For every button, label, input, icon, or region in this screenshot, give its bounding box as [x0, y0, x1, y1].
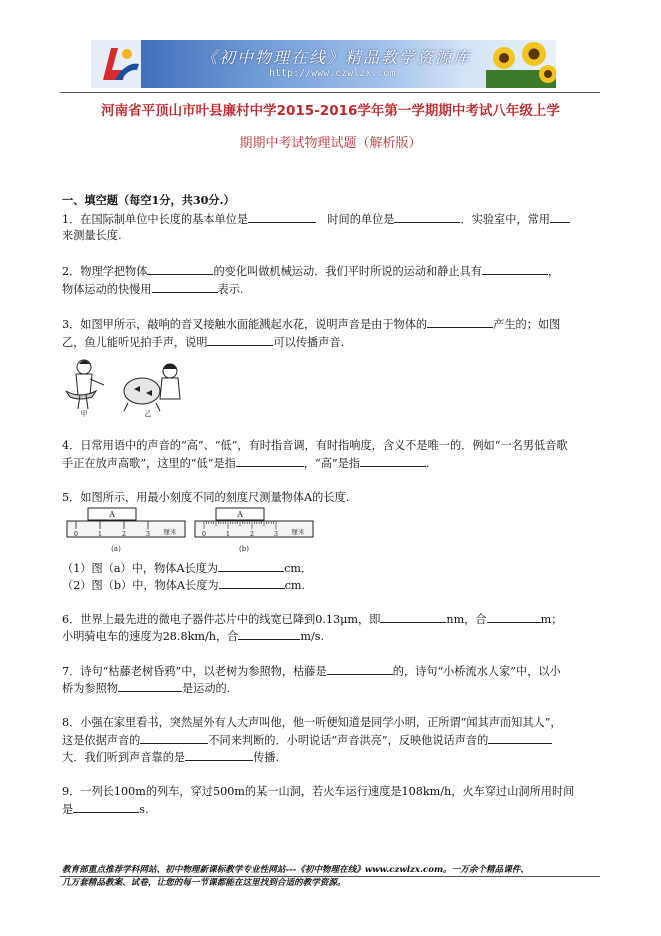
ruler-figure-b [194, 507, 316, 555]
answer-blank[interactable] [219, 576, 285, 589]
answer-blank[interactable] [394, 210, 460, 223]
answer-blank[interactable] [380, 610, 446, 623]
doc-title-line2: 期期中考试物理试题（解析版） [239, 136, 422, 151]
question-9-cont: 是 s. [62, 800, 149, 818]
question-4: 4．日常用语中的声音的“高”、“低”，有时指音调，有时指响度，含义不是唯一的．例如“一名男低音歌 [62, 439, 568, 452]
answer-blank[interactable] [152, 280, 218, 293]
figure-label-b: 乙 [144, 410, 152, 417]
question-3: 3．如图甲所示，敲响的音叉接触水面能溅起水花，说明声音是由于物体的 产生的；如图 [62, 315, 560, 333]
ruler-unit: 厘米 [163, 528, 177, 536]
answer-blank[interactable] [482, 262, 548, 275]
answer-blank[interactable] [550, 210, 570, 223]
figure-label-b: (b) [239, 545, 249, 553]
answer-blank[interactable] [360, 454, 426, 467]
question-5-part1: （1）图（a）中，物体A长度为 cm． [62, 559, 312, 577]
ruler-object-label: A [237, 510, 243, 519]
ruler-tick-label: 2 [249, 530, 255, 538]
ruler-object-label: A [109, 510, 115, 519]
question-8-cont2: 大．我们听到声音靠的是 传播. [62, 748, 279, 766]
answer-blank[interactable] [487, 610, 541, 623]
ruler-tick-label: 1 [225, 530, 231, 538]
question-7: 7．诗句“枯藤老树昏鸦”中，以老树为参照物，枯藤是 的，诗句“小桥流水人家”中，以小 [62, 662, 561, 680]
question-4-cont: 手正在放声高歌”，这里的“低”是指 ，“高”是指 . [62, 454, 430, 472]
question-9: 9．一列长100m的列车，穿过500m的某一山洞，若火车运行速度是108km/h，火车穿过山洞所用时间 [62, 785, 575, 798]
ruler-tick-label: 3 [273, 530, 279, 538]
footer-line2: 几万套精品教案、试卷，让您的每一节课都能在这里找到合适的教学资源。 [62, 878, 346, 888]
banner-url[interactable]: http://www.czwlzx.com [269, 68, 396, 79]
site-logo-icon [91, 40, 141, 88]
ruler-tick-label: 2 [121, 530, 127, 538]
question-5: 5．如图所示，用最小刻度不同的刻度尺测量物体A的长度. [62, 491, 350, 504]
answer-blank[interactable] [218, 559, 284, 572]
question-6: 6．世界上最先进的微电子器件芯片中的线宽已降到0.13μm，即 nm，合 m； [62, 610, 562, 628]
doc-title-line1: 河南省平顶山市叶县廉村中学2015-2016学年第一学期期中考试八年级上学 [101, 103, 560, 119]
question-7-cont: 桥为参照物 是运动的. [62, 679, 230, 697]
figure-label-a: (a) [111, 545, 121, 553]
question-1: 1．在国际制单位中长度的基本单位是 时间的单位是 ．实验室中，常用 [62, 210, 570, 228]
header-banner [91, 40, 556, 88]
question-8: 8．小强在家里看书，突然屋外有人大声叫他，他一听便知道是同学小明，正所谓“闻其声而知其人”， [62, 716, 562, 729]
answer-blank[interactable] [427, 315, 493, 328]
figure-label-a: 甲 [80, 410, 88, 417]
ruler-unit: 厘米 [291, 528, 305, 536]
section-heading: 一、填空题（每空1分，共30分.） [62, 193, 235, 207]
question-2: 2．物理学把物体 的变化叫做机械运动．我们平时所说的运动和静止具有 ， [62, 262, 559, 280]
ruler-figure-a [66, 507, 188, 555]
footer-line1: 教育部重点推荐学科网站、初中物理新课标教学专业性网站---《初中物理在线》www.czwlzx.com。一万余个精品课件、 [62, 865, 529, 875]
tuning-fork-figure [62, 355, 192, 417]
answer-blank[interactable] [118, 679, 182, 692]
header-divider [60, 92, 600, 93]
answer-blank[interactable] [147, 262, 213, 275]
question-5-part2: （2）图（b）中，物体A长度为 cm. [62, 576, 305, 594]
ruler-tick-label: 3 [145, 530, 151, 538]
answer-blank[interactable] [488, 731, 552, 744]
answer-blank[interactable] [73, 800, 139, 813]
ruler-tick-label: 0 [73, 530, 79, 538]
ruler-tick-label: 0 [201, 530, 207, 538]
question-3-cont: 乙，鱼儿能听见拍手声，说明 可以传播声音. [62, 333, 344, 351]
question-1-cont: 来测量长度. [62, 229, 122, 242]
answer-blank[interactable] [207, 333, 273, 346]
ruler-tick-label: 1 [97, 530, 103, 538]
question-2-cont: 物体运动的快慢用 表示. [62, 280, 243, 298]
answer-blank[interactable] [238, 627, 300, 640]
answer-blank[interactable] [248, 210, 316, 223]
banner-title: 《初中物理在线》精品教学资源库 [201, 48, 472, 67]
question-6-cont: 小明骑电车的速度为28.8km/h，合 m/s. [62, 627, 324, 645]
answer-blank[interactable] [236, 454, 304, 467]
answer-blank[interactable] [140, 731, 208, 744]
answer-blank[interactable] [327, 662, 393, 675]
sunflower-image [486, 40, 556, 88]
question-8-cont: 这是依据声音的 不同来判断的．小明说话“声音洪亮”，反映他说话声音的 [62, 731, 552, 749]
answer-blank[interactable] [185, 748, 253, 761]
